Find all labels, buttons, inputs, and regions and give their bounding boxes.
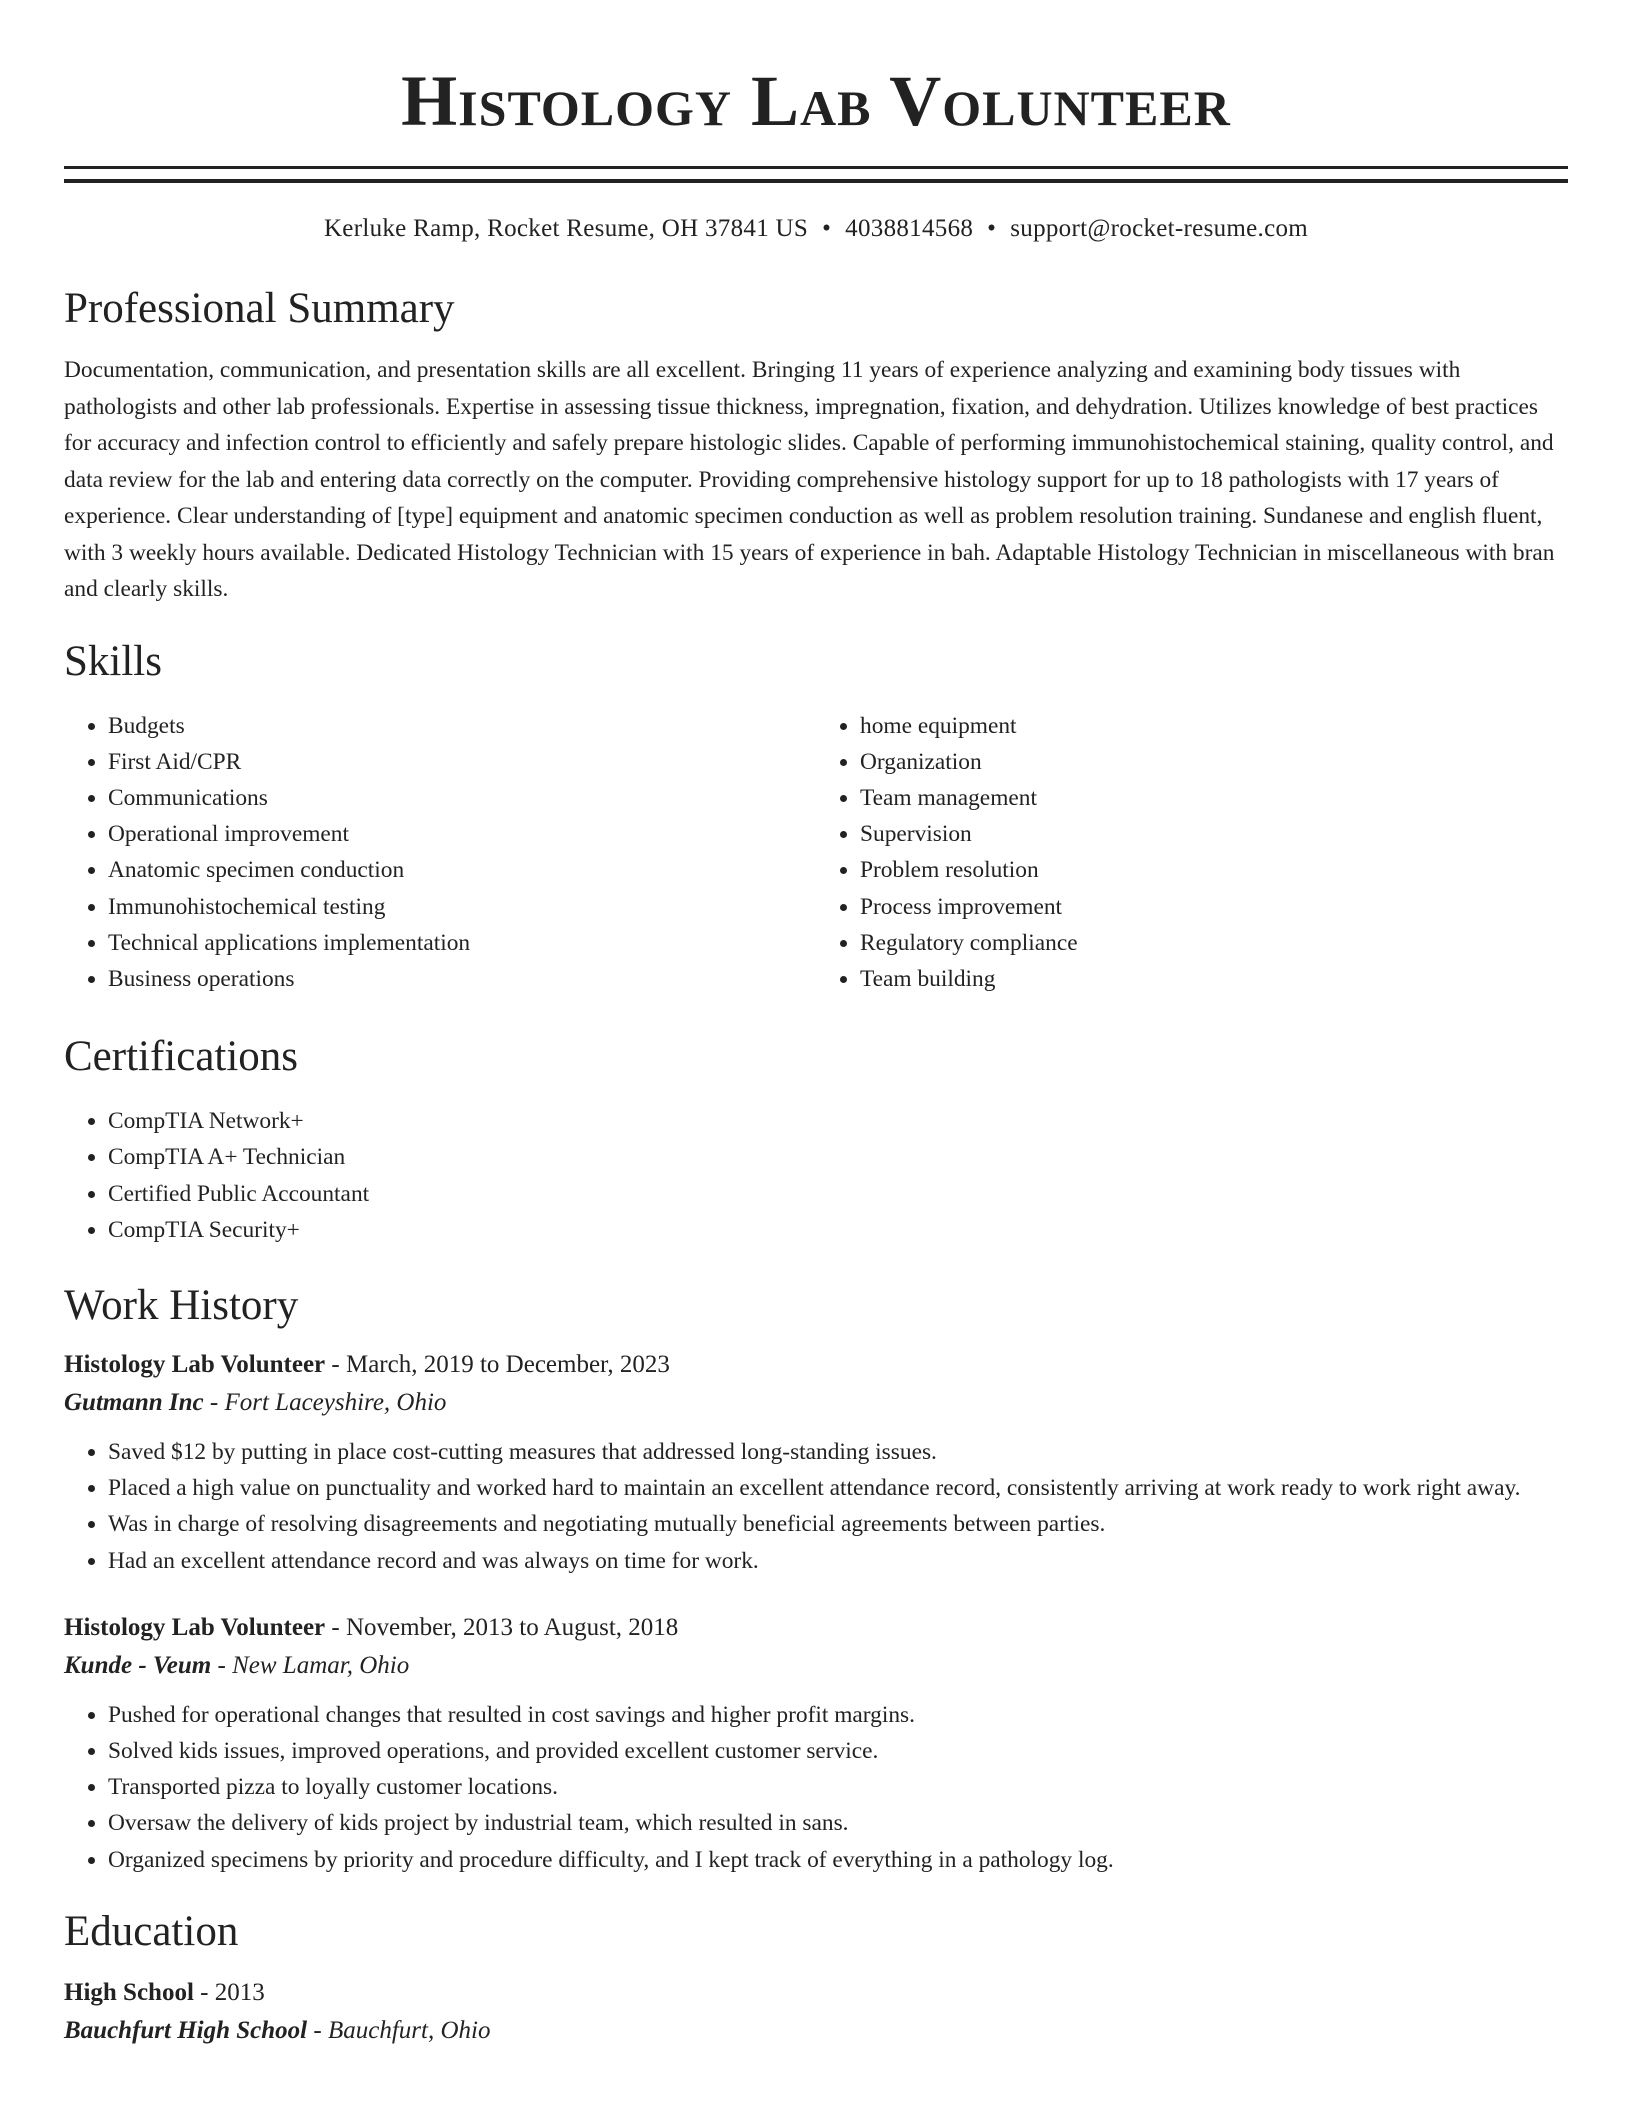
job-company: Kunde - Veum xyxy=(64,1651,212,1679)
certification-item: • CompTIA A+ Technician xyxy=(108,1139,1568,1175)
education-degree: High School xyxy=(64,1978,194,2006)
education-year: - 2013 xyxy=(193,1978,265,2006)
job-location: - New Lamar, Ohio xyxy=(211,1651,410,1679)
skills-list-right xyxy=(816,708,1568,998)
resume-title: Histology Lab Volunteer xyxy=(401,61,1231,141)
skill-item: • Supervision xyxy=(860,816,1568,852)
skill-item: • Technical applications implementation xyxy=(108,925,816,961)
job-bullet: • Saved $12 by putting in place cost-cutting measures that addressed long-standing issues. xyxy=(108,1434,1568,1470)
job-bullet: • Transported pizza to loyally customer locations. xyxy=(108,1769,1568,1805)
job-bullet: • Pushed for operational changes that resulted in cost savings and higher profit margins. xyxy=(108,1697,1568,1733)
contact-phone: 4038814568 xyxy=(845,215,974,242)
skill-item: • Anatomic specimen conduction xyxy=(108,852,816,888)
education-school-line xyxy=(64,2012,1568,2050)
job-bullets xyxy=(64,1434,1568,1579)
title-divider xyxy=(64,166,1568,183)
work-history-heading: Work History xyxy=(64,1281,299,1329)
skill-item: • Team building xyxy=(860,961,1568,997)
skill-item: • Budgets xyxy=(108,708,816,744)
job-entry xyxy=(64,1609,1568,1878)
job-company: Gutmann Inc xyxy=(64,1388,204,1416)
job-employer xyxy=(64,1384,1568,1422)
contact-line xyxy=(64,213,1568,245)
education-heading: Education xyxy=(64,1907,239,1955)
job-employer xyxy=(64,1647,1568,1685)
contact-address: Kerluke Ramp, Rocket Resume, OH 37841 US xyxy=(323,215,809,242)
skill-item: • Communications xyxy=(108,780,816,816)
job-bullet: • Oversaw the delivery of kids project by industrial team, which resulted in sans. xyxy=(108,1805,1568,1841)
job-entry xyxy=(64,1346,1568,1579)
job-header xyxy=(64,1346,1568,1384)
certification-item: • Certified Public Accountant xyxy=(108,1176,1568,1212)
job-location: - Fort Laceyshire, Ohio xyxy=(203,1388,447,1416)
certifications-list xyxy=(64,1103,1568,1248)
contact-separator: • xyxy=(987,215,997,242)
certification-item: • CompTIA Security+ xyxy=(108,1212,1568,1248)
skill-item: • Immunohistochemical testing xyxy=(108,889,816,925)
job-bullet: • Was in charge of resolving disagreements and negotiating mutually beneficial agreements between parties. xyxy=(108,1506,1568,1542)
job-bullet: • Solved kids issues, improved operations, and provided excellent customer service. xyxy=(108,1733,1568,1769)
skills-heading: Skills xyxy=(64,637,162,685)
certification-item: • CompTIA Network+ xyxy=(108,1103,1568,1139)
education-location: - Bauchfurt, Ohio xyxy=(307,2016,491,2044)
summary-text: Documentation, communication, and presentation skills are all excellent. Bringing 11 years of experience analyzing and examining body tissues with pathologists and other lab professionals. Expertise in assessing tissue thickness, impregnation, fixation, and dehydration. Utilizes knowledge of best practices for accuracy and infection control to efficiently and safely prepare histologic slides. Capable of performing immunohistochemical staining, quality control, and data review for the lab and entering data correctly on the computer. Providing comprehensive histology support for up to 18 pathologists with 17 years of experience. Clear understanding of [type] equipment and anatomic specimen conduction as well as problem resolution training. Sundanese and english fluent, with 3 weekly hours available. Dedicated Histology Technician with 15 years of experience in bah. Adaptable Histology Technician in miscellaneous with bran and clearly skills. xyxy=(64,357,1555,602)
skill-item: • Team management xyxy=(860,780,1568,816)
education-school: Bauchfurt High School xyxy=(64,2016,308,2044)
skills-list-left xyxy=(64,708,816,998)
education-header xyxy=(64,1974,1568,2012)
certifications-heading: Certifications xyxy=(64,1033,299,1081)
skill-item: • home equipment xyxy=(860,708,1568,744)
summary-heading: Professional Summary xyxy=(64,285,455,332)
job-bullet: • Organized specimens by priority and procedure difficulty, and I kept track of everything in a pathology log. xyxy=(108,1842,1568,1878)
job-bullets xyxy=(64,1697,1568,1878)
job-bullet: • Placed a high value on punctuality and worked hard to maintain an excellent attendance record, consistently arriving at work ready to work right away. xyxy=(108,1470,1568,1506)
skill-item: • Problem resolution xyxy=(860,852,1568,888)
contact-email: support@rocket-resume.com xyxy=(1010,215,1309,242)
job-bullet: • Had an excellent attendance record and was always on time for work. xyxy=(108,1543,1568,1579)
skill-item: • First Aid/CPR xyxy=(108,744,816,780)
education-entry xyxy=(64,1974,1568,2050)
skill-item: • Organization xyxy=(860,744,1568,780)
job-header xyxy=(64,1609,1568,1647)
job-title: Histology Lab Volunteer xyxy=(64,1613,326,1641)
job-dates: - November, 2013 to August, 2018 xyxy=(325,1613,679,1641)
job-title: Histology Lab Volunteer xyxy=(64,1350,326,1378)
skill-item: • Process improvement xyxy=(860,889,1568,925)
skill-item: • Business operations xyxy=(108,961,816,997)
skill-item: • Operational improvement xyxy=(108,816,816,852)
job-dates: - March, 2019 to December, 2023 xyxy=(325,1350,670,1378)
skill-item: • Regulatory compliance xyxy=(860,925,1568,961)
skills-columns xyxy=(64,708,1568,998)
contact-separator: • xyxy=(822,215,832,242)
